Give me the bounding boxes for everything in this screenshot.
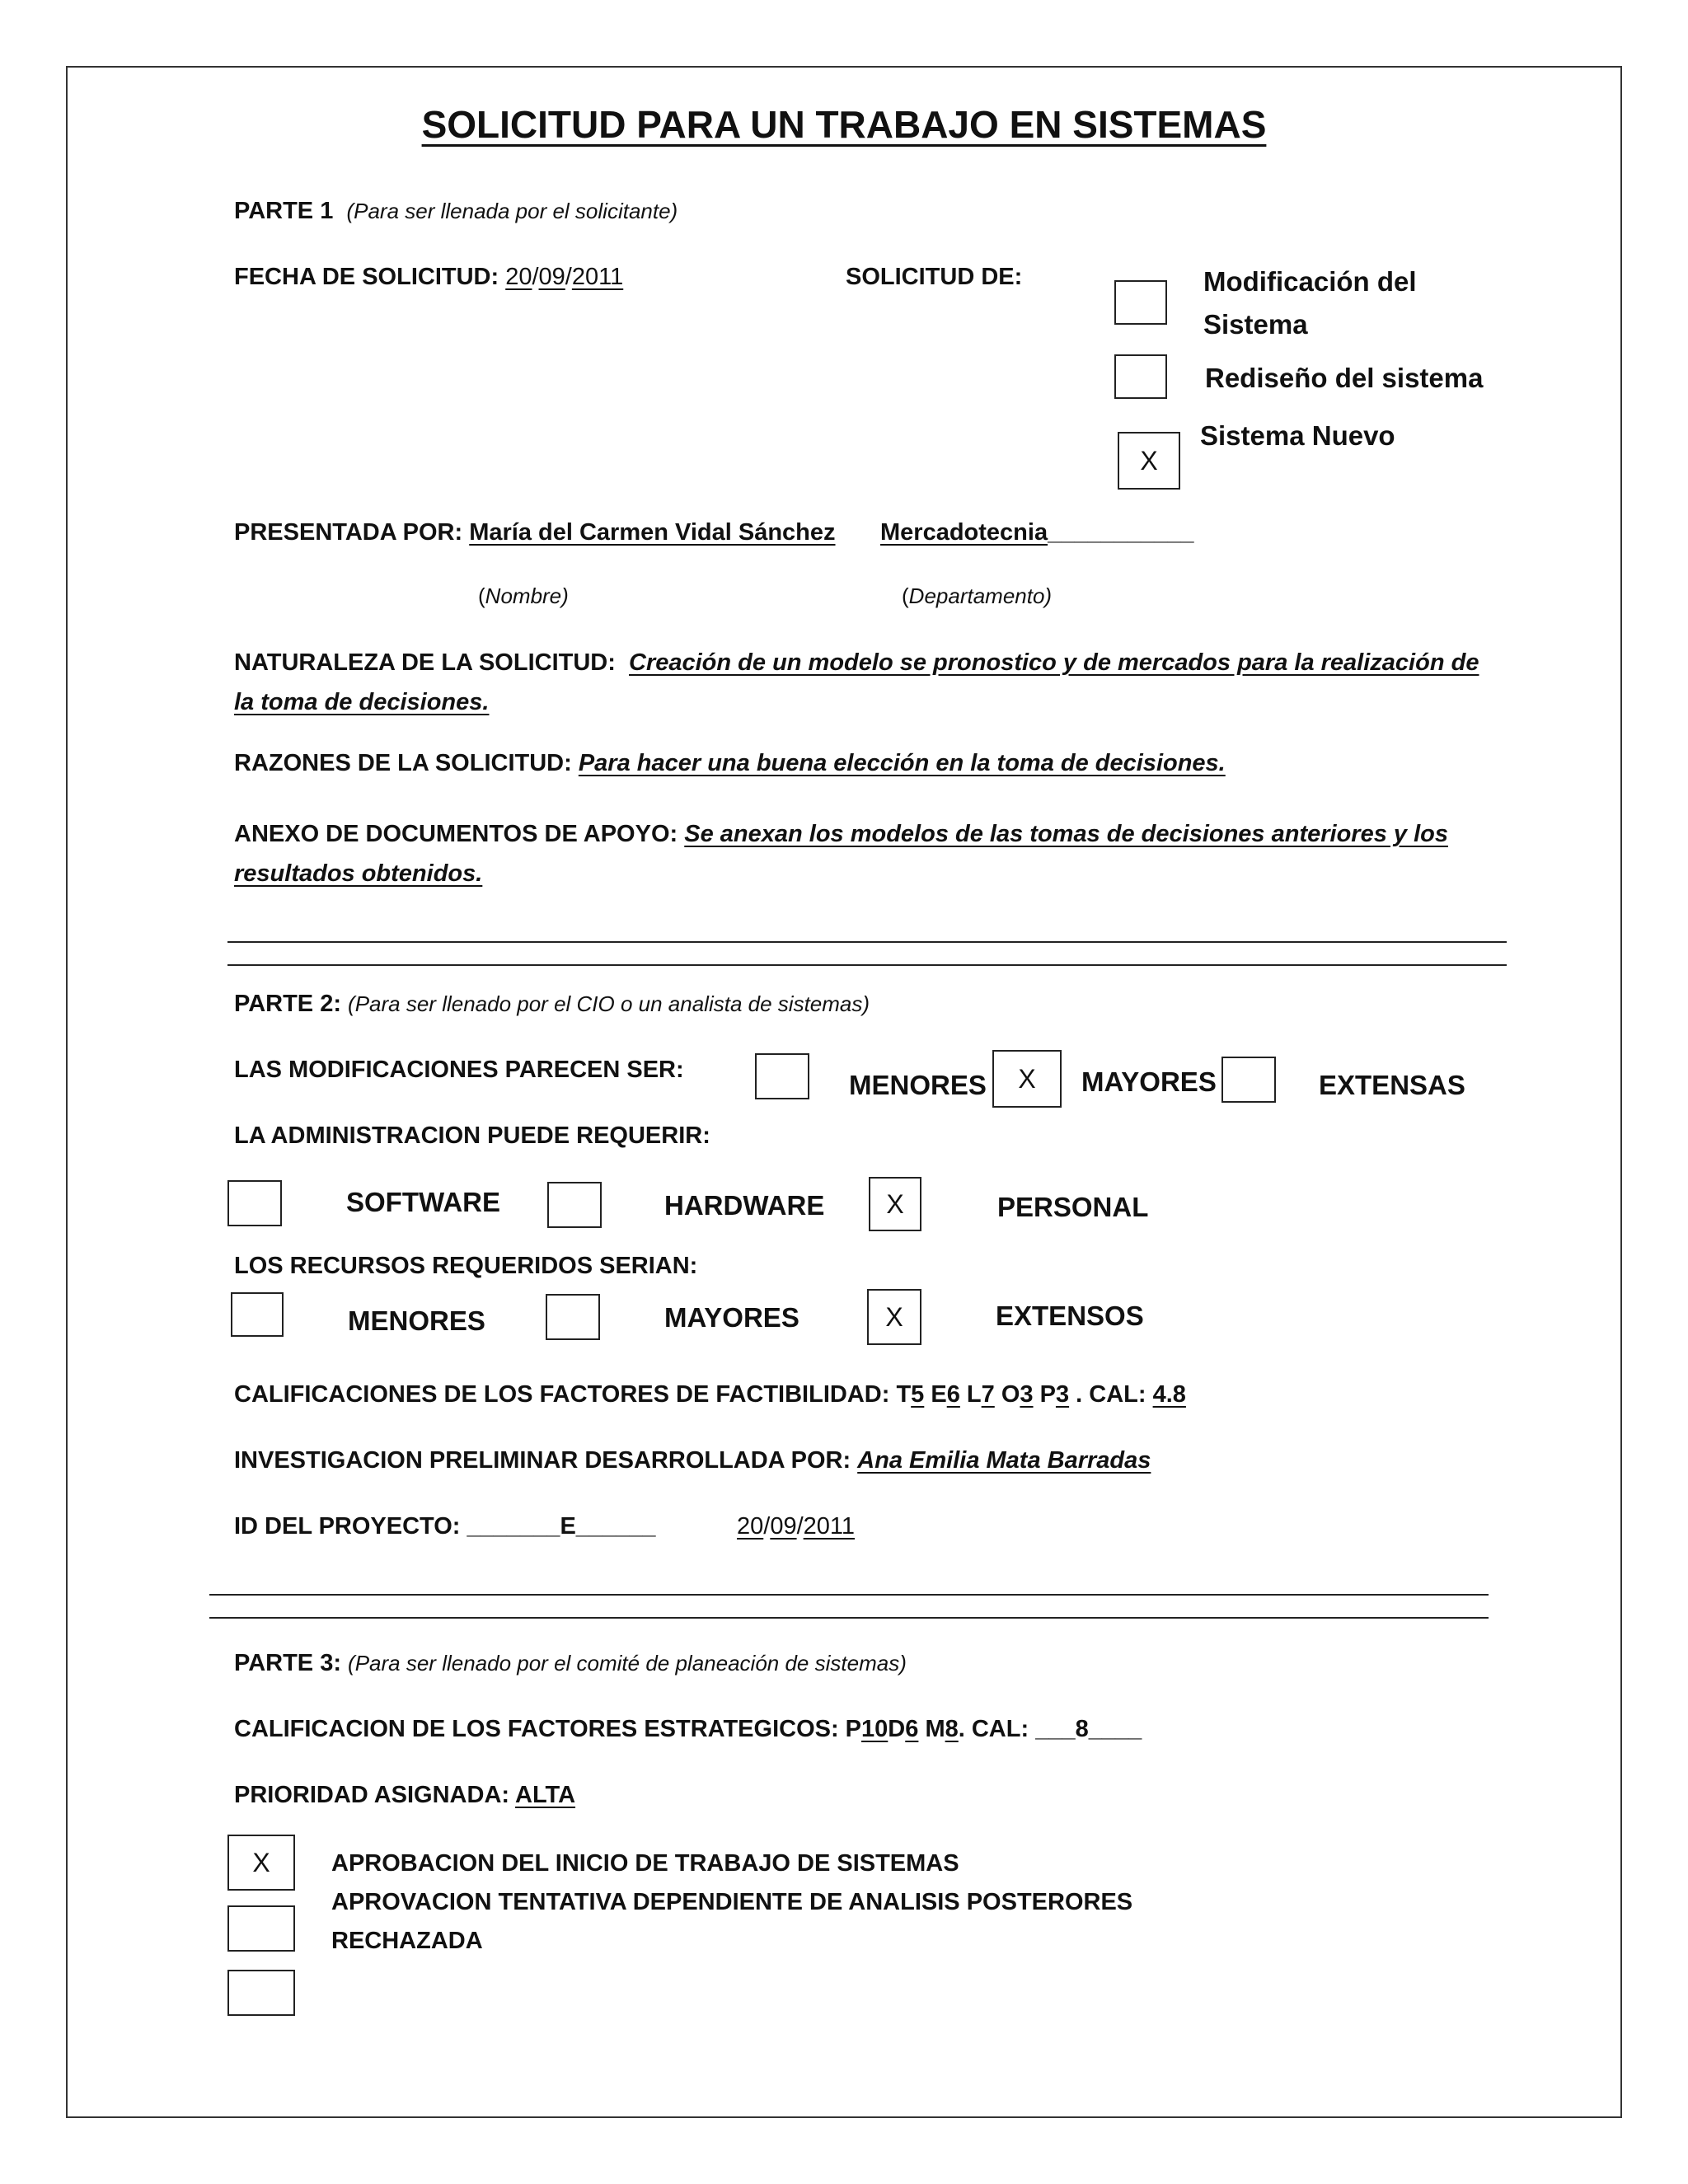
part1-note: (Para ser llenada por el solicitante) bbox=[346, 199, 678, 223]
anexo-line1: Se anexan los modelos de las tomas de decisiones anteriores y los bbox=[684, 821, 1448, 847]
checkbox-rechazada[interactable] bbox=[227, 1970, 295, 2016]
divider-2b bbox=[209, 1617, 1489, 1619]
anexo: ANEXO DE DOCUMENTOS DE APOYO: Se anexan los modelos de las tomas de decisiones anteriores y los resultados obtenidos. bbox=[234, 821, 1448, 887]
mod-extensas-label: EXTENSAS bbox=[1319, 1070, 1465, 1100]
departamento-value: Mercadotecnia___________ bbox=[880, 519, 1194, 546]
checkbox-mod-extensas[interactable] bbox=[1221, 1057, 1276, 1103]
calificaciones-factibilidad: CALIFICACIONES DE LOS FACTORES DE FACTIBILIDAD: T5 E6 L7 O3 P3 . CAL: 4.8 bbox=[234, 1381, 1186, 1408]
solicitud-de-label: SOLICITUD DE: bbox=[846, 264, 1023, 290]
decision-aprobacion: APROBACION DEL INICIO DE TRABAJO DE SISTEMAS bbox=[331, 1850, 959, 1877]
part2-heading: PARTE 2: (Para ser llenado por el CIO o un analista de sistemas) bbox=[234, 991, 870, 1017]
fecha-month: 09 bbox=[538, 264, 565, 290]
checkbox-sistema-nuevo[interactable]: X bbox=[1118, 432, 1180, 490]
mod-mayores-label: MAYORES bbox=[1081, 1066, 1217, 1097]
rec-mayores-label: MAYORES bbox=[664, 1302, 799, 1333]
factor-d3: 6 bbox=[905, 1716, 919, 1742]
software-label: SOFTWARE bbox=[346, 1187, 500, 1217]
fecha-year: 2011 bbox=[571, 264, 624, 290]
naturaleza-line2: la toma de decisiones. bbox=[234, 689, 490, 715]
cal-factibilidad: 4.8 bbox=[1152, 1381, 1186, 1408]
prioridad: PRIORIDAD ASIGNADA: ALTA bbox=[234, 1782, 576, 1808]
decision-tentativa: APROVACION TENTATIVA DEPENDIENTE DE ANALISIS POSTERORES bbox=[331, 1889, 1133, 1915]
divider-2a bbox=[209, 1594, 1489, 1596]
option-sistema-nuevo: Sistema Nuevo bbox=[1200, 420, 1395, 451]
part1-heading: PARTE 1 (Para ser llenada por el solicitante) bbox=[234, 198, 678, 224]
factor-m3: 8 bbox=[945, 1716, 959, 1742]
id-date: 20/09/2011 bbox=[737, 1513, 856, 1540]
decision-labels bbox=[331, 1844, 1132, 1961]
checkbox-rec-extensos[interactable]: X bbox=[867, 1289, 921, 1345]
checkbox-personal[interactable]: X bbox=[869, 1177, 921, 1231]
checkbox-mod-mayores[interactable]: X bbox=[992, 1050, 1062, 1108]
naturaleza: NATURALEZA DE LA SOLICITUD: Creación de un modelo se pronostico y de mercados para la realización de la toma de decisiones. bbox=[234, 649, 1479, 715]
checkbox-software[interactable] bbox=[227, 1180, 282, 1226]
factor-o: 3 bbox=[1020, 1381, 1034, 1408]
part2-note: (Para ser llenado por el CIO o un analista de sistemas) bbox=[348, 991, 870, 1016]
part3-heading: PARTE 3: (Para ser llenado por el comité de planeación de sistemas) bbox=[234, 1650, 907, 1676]
rec-extensos-label: EXTENSOS bbox=[996, 1301, 1144, 1331]
factor-e: 6 bbox=[946, 1381, 960, 1408]
modificaciones-label: LAS MODIFICACIONES PARECEN SER: bbox=[234, 1057, 684, 1083]
fecha-solicitud: FECHA DE SOLICITUD: 20/09/2011 bbox=[234, 264, 624, 290]
nombre-caption: (Nombre) bbox=[478, 583, 569, 608]
investigacion-value: Ana Emilia Mata Barradas bbox=[857, 1447, 1151, 1474]
divider-1b bbox=[227, 964, 1507, 966]
investigacion: INVESTIGACION PRELIMINAR DESARROLLADA POR: Ana Emilia Mata Barradas bbox=[234, 1447, 1151, 1474]
administracion-label: LA ADMINISTRACION PUEDE REQUERIR: bbox=[234, 1122, 710, 1149]
divider-1a bbox=[227, 941, 1507, 943]
id-proyecto: ID DEL PROYECTO: _______E______ bbox=[234, 1513, 656, 1540]
recursos-label: LOS RECURSOS REQUERIDOS SERIAN: bbox=[234, 1253, 698, 1279]
cal-estrategicos: 8 bbox=[1075, 1716, 1089, 1742]
anexo-line2: resultados obtenidos. bbox=[234, 860, 483, 887]
razones: RAZONES DE LA SOLICITUD: Para hacer una buena elección en la toma de decisiones. bbox=[234, 750, 1226, 776]
hardware-label: HARDWARE bbox=[664, 1190, 825, 1221]
mod-menores-label: MENORES bbox=[849, 1070, 987, 1100]
nombre-value: María del Carmen Vidal Sánchez bbox=[469, 519, 836, 546]
factor-l: 7 bbox=[981, 1381, 995, 1408]
checkbox-rec-mayores[interactable] bbox=[546, 1294, 600, 1340]
factor-t: 5 bbox=[911, 1381, 925, 1408]
decision-rechazada: RECHAZADA bbox=[331, 1928, 483, 1954]
form-title: SOLICITUD PARA UN TRABAJO EN SISTEMAS bbox=[421, 103, 1267, 146]
checkbox-rec-menores[interactable] bbox=[231, 1292, 284, 1337]
checkbox-rediseno[interactable] bbox=[1114, 354, 1167, 399]
presentada-por: PRESENTADA POR: María del Carmen Vidal Sánchez bbox=[234, 519, 836, 546]
factor-p: 3 bbox=[1055, 1381, 1070, 1408]
checkbox-mod-menores[interactable] bbox=[755, 1053, 809, 1099]
fecha-day: 20 bbox=[505, 264, 532, 290]
part3-note: (Para ser llenado por el comité de planeación de sistemas) bbox=[348, 1651, 907, 1675]
checkbox-aprobacion[interactable]: X bbox=[227, 1835, 295, 1891]
personal-label: PERSONAL bbox=[997, 1192, 1149, 1222]
checkbox-hardware[interactable] bbox=[547, 1182, 602, 1228]
checkbox-tentativa[interactable] bbox=[227, 1905, 295, 1952]
prioridad-value: ALTA bbox=[515, 1782, 576, 1808]
departamento-caption: (Departamento) bbox=[902, 583, 1053, 608]
id-value: E bbox=[560, 1513, 576, 1540]
option-modificacion: Modificación del Sistema bbox=[1203, 266, 1417, 340]
checkbox-modificacion[interactable] bbox=[1114, 280, 1167, 325]
razones-value: Para hacer una buena elección en la toma de decisiones. bbox=[578, 750, 1226, 776]
option-rediseno: Rediseño del sistema bbox=[1205, 363, 1484, 393]
calificacion-estrategicos: CALIFICACION DE LOS FACTORES ESTRATEGICOS: P10D6 M8. CAL: ___8____ bbox=[234, 1716, 1142, 1742]
factor-p3: 10 bbox=[861, 1716, 889, 1742]
naturaleza-line1: Creación de un modelo se pronostico y de mercados para la realización de bbox=[629, 649, 1479, 676]
rec-menores-label: MENORES bbox=[348, 1305, 485, 1336]
